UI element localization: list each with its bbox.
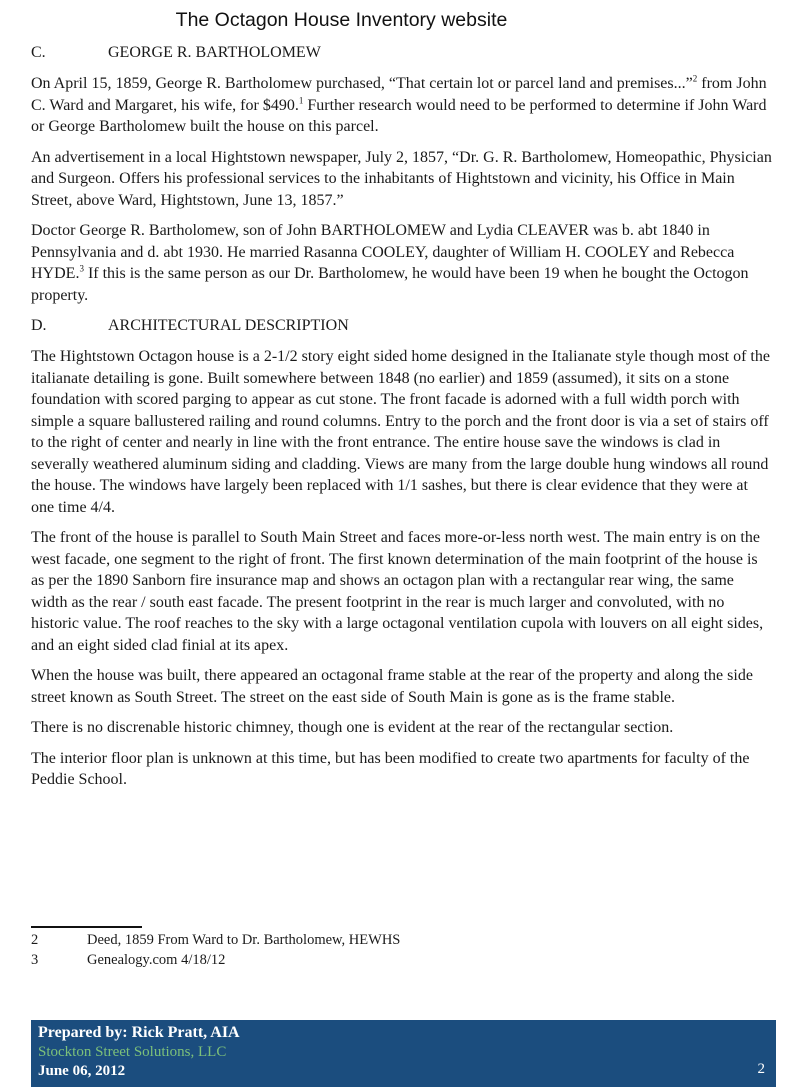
section-c-paragraph-3: [31, 220, 773, 306]
text-run: from John C. Ward and Margaret, his wife, for $490.: [31, 75, 767, 114]
section-d-paragraph-5: The interior floor plan is unknown at this time, but has been modified to create two apartments for faculty of the Peddie School.: [31, 749, 750, 788]
section-c-title: GEORGE R. BARTHOLOMEW: [108, 44, 321, 61]
section-d-letter: D.: [31, 317, 47, 334]
footnotes: [31, 931, 400, 970]
section-d-paragraph-4: There is no discrenable historic chimney, though one is evident at the rear of the rectangular section.: [31, 719, 674, 736]
footnote-number: 3: [31, 951, 39, 968]
company-name: Stockton Street Solutions, LLC: [38, 1044, 227, 1060]
footnote-text: Deed, 1859 From Ward to Dr. Bartholomew, HEWHS: [87, 932, 401, 948]
prepared-by: Prepared by: Rick Pratt, AIA: [38, 1024, 240, 1041]
footnote-number: 2: [31, 932, 39, 948]
section-d-heading: [31, 315, 773, 337]
text-run: Doctor George R. Bartholomew, son of John BARTHOLOMEW and Lydia CLEAVER was b. abt 1840 in Pennsylvania and d. abt 1930. He married Rasanna COOLEY, daughter of William H. COOLEY and Rebecca HYDE.: [31, 222, 735, 282]
footnote-text: Genealogy.com 4/18/12: [87, 951, 226, 968]
footnote-ref-3: 3: [79, 263, 84, 274]
section-c-heading: [31, 42, 773, 64]
footnote-ref-2: 2: [692, 73, 698, 84]
footer-date: June 06, 2012: [38, 1063, 126, 1079]
text-run: On April 15, 1859, George R. Bartholomew purchased, “That certain lot or parcel land and premises...”: [31, 75, 693, 92]
text-run: If this is the same person as our Dr. Bartholomew, he would have been 19 when he bought the Octogon property.: [31, 265, 749, 304]
footnote-2: [31, 931, 400, 951]
section-d-paragraph-1: The Hightstown Octagon house is a 2-1/2 story eight sided home designed in the Italianate style though most of the italianate detailing is gone. Built somewhere between 1848 (no earlier) and 1859 (assumed), it sits on a stone foundation with scored parging to appear as cut stone. The front facade is adorned with a full width porch with simple a square ballustered railing and round columns. Entry to the porch and the front door is via a set of stairs off to the right of center and nearly in line with the front entrance. The entire house save the windows is clad in severally weathered aluminum siding and cladding. Views are many from the large double hung windows all round the house. The windows have largely been replaced with 1/1 sashes, but there is clear evidence that they were at one time 4/4.: [31, 348, 770, 516]
page-title: The Octagon House Inventory website: [175, 9, 508, 31]
section-d-paragraph-3: When the house was built, there appeared an octagonal frame stable at the rear of the property and along the side street known as South Street. The street on the east side of South Main is gone as is the frame stable.: [31, 667, 753, 706]
footnote-divider: [31, 926, 142, 928]
page-number: 2: [757, 1061, 765, 1077]
section-d-paragraph-2: The front of the house is parallel to South Main Street and faces more-or-less north west. The main entry is on the west facade, one segment to the right of front. The first known determination of the main footprint of the house is as per the 1890 Sanborn fire insurance map and shows an octagon plan with a rectangular rear wing, the same width as the rear / south east facade. The present footprint in the rear is much larger and convoluted, with no historic value. The roof reaches to the sky with a large octagonal ventilation cupola with louvers on all eight sides, and an eight sided clad finial at its apex.: [31, 529, 764, 654]
section-c-letter: C.: [31, 44, 46, 61]
section-c-paragraph-1: [31, 73, 773, 138]
document-body: [31, 42, 773, 800]
page-footer: [31, 1020, 776, 1087]
section-c-paragraph-2: An advertisement in a local Hightstown newspaper, July 2, 1857, “Dr. G. R. Bartholomew, Homeopathic, Physician and Surgeon. Offers his professional services to the inhabitants of Hightstown and vicinity, his Office in Main Street, above Ward, Hightstown, June 13, 1857.”: [31, 148, 772, 209]
section-d-title: ARCHITECTURAL DESCRIPTION: [108, 317, 349, 334]
text-run: Further research would need to be performed to determine if John Ward or George Bartholomew built the house on this parcel.: [31, 96, 767, 135]
footnote-ref-1: 1: [298, 95, 304, 106]
footnote-3: [31, 951, 400, 971]
